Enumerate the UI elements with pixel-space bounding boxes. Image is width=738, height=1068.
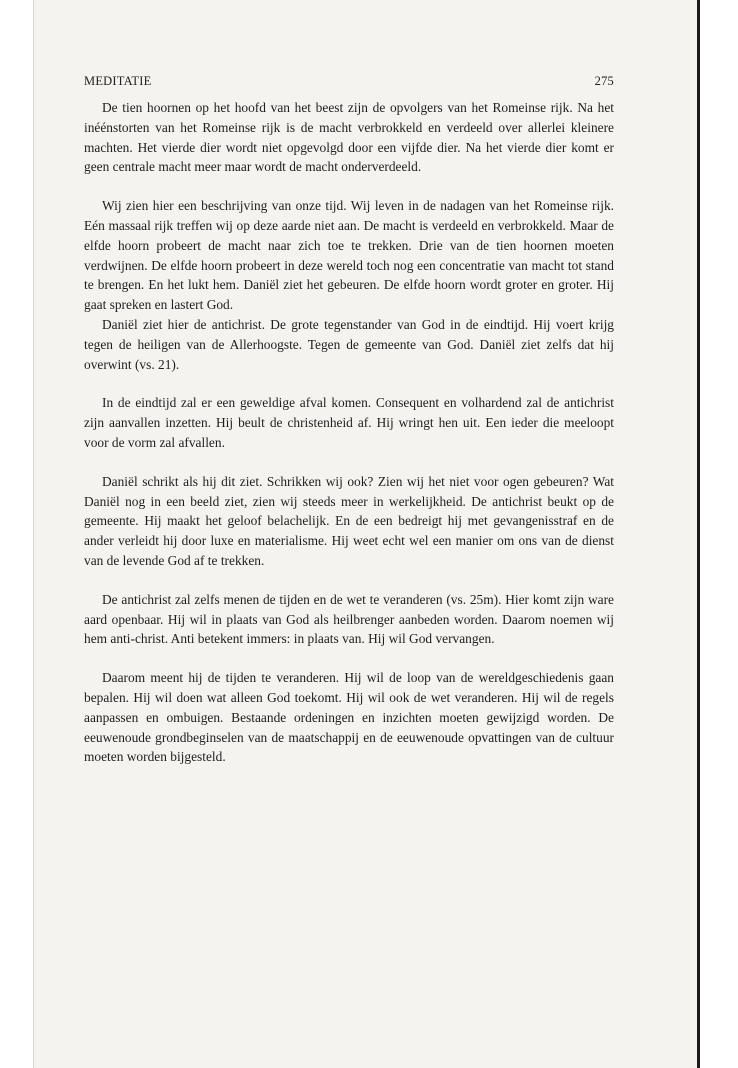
paragraph-3: Daniël ziet hier de antichrist. De grote tegenstander van God in de eindtijd. Hij voert krijg tegen de heiligen van de Allerhoogste. Tegen de gemeente van God. Daniël ziet zelfs dat hij overwint (vs. 21). bbox=[84, 316, 614, 372]
paragraph-gap bbox=[84, 374, 614, 393]
paragraph-gap bbox=[84, 571, 614, 590]
paragraph-gap bbox=[84, 649, 614, 668]
page-content bbox=[84, 64, 614, 767]
page-number: 275 bbox=[594, 74, 614, 88]
paragraph-2: Wij zien hier een beschrijving van onze tijd. Wij leven in de nadagen van het Romeinse rijk. Eén massaal rijk treffen wij op deze aarde niet aan. De macht is verdeeld en verbrokkeld. Maar de elfde hoorn probeert de macht naar zich toe te trekken. Drie van de tien hoornen moeten verdwijnen. De elfde hoorn probeert in deze wereld toch nog een concentratie van macht tot stand te brengen. En het lukt hem. Daniël ziet het gebeuren. De elfde hoorn wordt groter en groter. Hij gaat spreken en lastert God. bbox=[84, 198, 614, 313]
paragraph-7: Daarom meent hij de tijden te veranderen. Hij wil de loop van de wereldgeschiedenis gaan bepalen. Hij wil doen wat alleen God toekomt. Hij wil ook de wet veranderen. Hij wil de regels aanpassen en ombuigen. Bestaande ordeningen en inzichten moeten gewijzigd worden. De eeuwenoude grondbeginselen van de maatschappij en de eeuwenoude opvattingen van de cultuur moeten worden bijgesteld. bbox=[84, 670, 614, 765]
paragraph-6: De antichrist zal zelfs menen de tijden en de wet te veranderen (vs. 25m). Hier komt zijn ware aard openbaar. Hij wil in plaats van God als heilbrenger aanbeden worden. Daarom noemen wij hem anti-christ. Anti betekent immers: in plaats van. Hij wil God vervangen. bbox=[84, 591, 614, 647]
page-edge-shadow bbox=[697, 0, 700, 1068]
page-header bbox=[84, 64, 614, 88]
paragraph-4: In de eindtijd zal er een geweldige afval komen. Consequent en volhardend zal de antichrist zijn aanvallen inzetten. Hij beult de christenheid af. Hij wringt hen uit. Een ieder die meeloopt voor de vorm zal afvallen. bbox=[84, 395, 614, 450]
paragraph-5: Daniël schrikt als hij dit ziet. Schrikken wij ook? Zien wij het niet voor ogen gebeuren? Wat Daniël nog in een beeld ziet, zien wij steeds meer in werkelijkheid. De antichrist beukt op de gemeente. Hij maakt het geloof belachelijk. En de een bedreigt hij met gevangenisstraf en de ander verleidt hij door luxe en materialisme. Hij weet echt wel een manier om ons van de dienst van de levende God af te trekken. bbox=[84, 473, 614, 568]
running-title: MEDITATIE bbox=[84, 74, 152, 88]
paragraph-gap bbox=[84, 177, 614, 196]
paragraph-gap bbox=[84, 453, 614, 472]
paragraph-1: De tien hoornen op het hoofd van het beest zijn de opvolgers van het Romeinse rijk. Na het inéénstorten van het Romeinse rijk is de macht verbrokkeld en verdeeld over allerlei kleinere machten. Het vierde dier wordt niet opgevolgd door een vijfde dier. Na het vierde dier komt er geen centrale macht meer maar wordt de macht onderverdeeld. bbox=[84, 100, 614, 175]
